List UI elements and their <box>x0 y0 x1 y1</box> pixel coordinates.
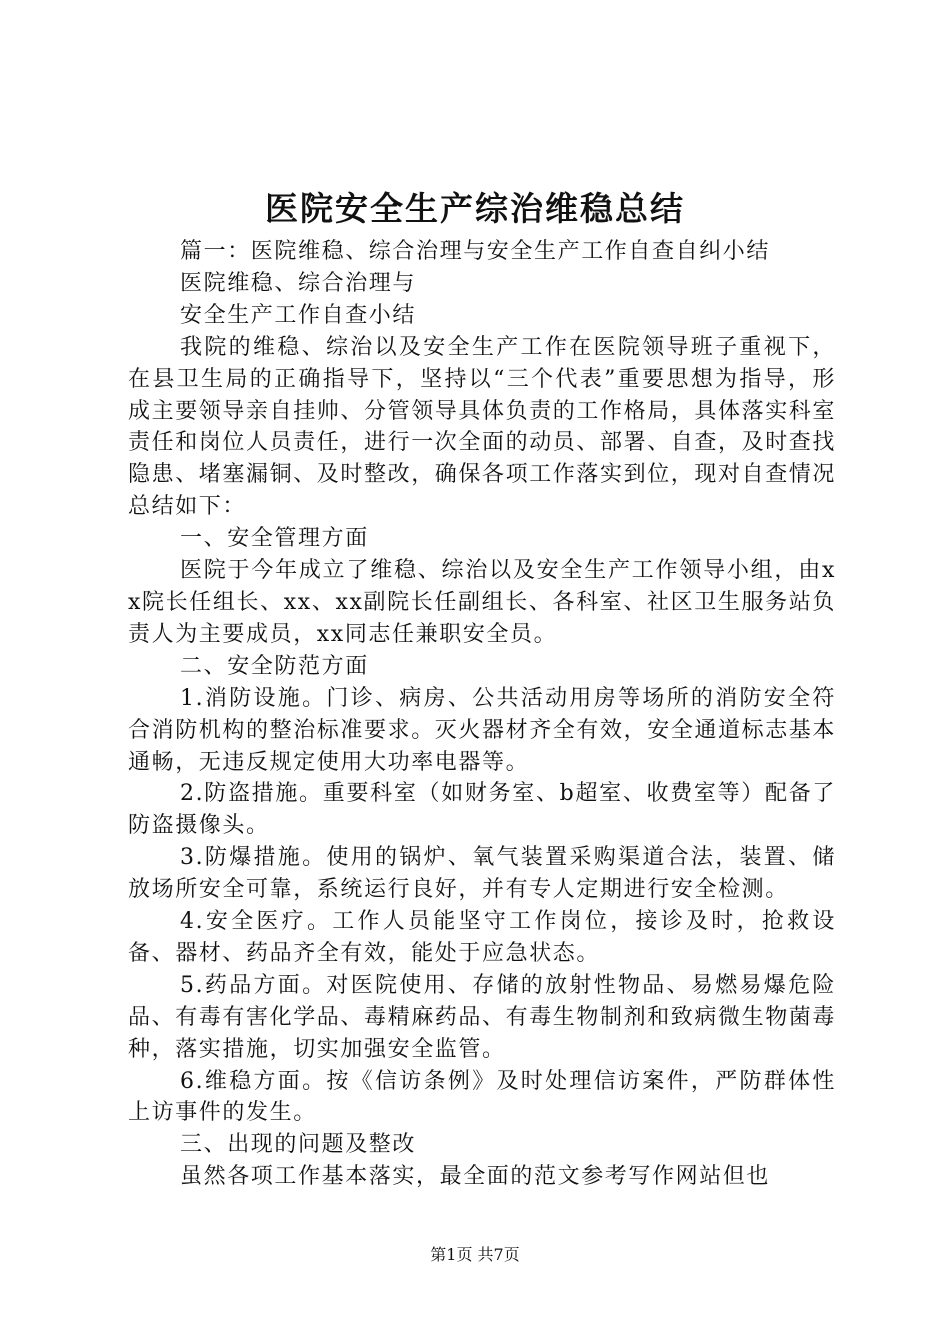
paragraph: 虽然各项工作基本落实，最全面的范文参考写作网站但也 <box>180 1164 771 1190</box>
paragraph: 医院维稳、综合治理与 <box>180 270 417 296</box>
paragraph: 安全生产工作自查小结 <box>180 302 417 328</box>
section-heading: 一、安全管理方面 <box>180 526 369 552</box>
paragraph: 医院于今年成立了维稳、综治以及安全生产工作领导小组，由xx院长任组长、xx、xx副院长任副组长、各科室、社区卫生服务站负责人为主要成员，xx同志任兼职安全员。 <box>128 558 836 647</box>
paragraph: 篇一：医院维稳、综合治理与安全生产工作自查自纠小结 <box>180 239 771 264</box>
document-title: 医院安全生产综治维稳总结 <box>265 189 685 228</box>
paragraph: 1.消防设施。门诊、病房、公共活动用房等场所的消防安全符合消防机构的整治标准要求。灭火器材齐全有效，安全通道标志基本通畅，无违反规定使用大功率电器等。 <box>128 685 837 775</box>
paragraph: 5.药品方面。对医院使用、存储的放射性物品、易燃易爆危险品、有毒有害化学品、毒精麻药品、有毒生物制剂和致病微生物菌毒种，落实措施，切实加强安全监管。 <box>128 972 837 1062</box>
section-heading: 三、出现的问题及整改 <box>180 1132 417 1158</box>
paragraph: 2.防盗措施。重要科室（如财务室、b超室、收费室等）配备了防盗摄像头。 <box>128 781 836 839</box>
paragraph: 6.维稳方面。按《信访条例》及时处理信访案件，严防群体性上访事件的发生。 <box>128 1068 836 1126</box>
page-number: 第1页 共7页 <box>430 1245 520 1264</box>
section-heading: 二、安全防范方面 <box>180 653 369 679</box>
paragraph: 4.安全医疗。工作人员能坚守工作岗位，接诊及时，抢救设备、器材、药品齐全有效，能处于应急状态。 <box>128 909 836 966</box>
paragraph: 3.防爆措施。使用的锅炉、氧气装置采购渠道合法，装置、储放场所安全可靠，系统运行良好，并有专人定期进行安全检测。 <box>128 845 836 903</box>
document-body <box>128 236 836 1193</box>
paragraph: 我院的维稳、综治以及安全生产工作在医院领导班子重视下，在县卫生局的正确指导下，坚持以“三个代表”重要思想为指导，形成主要领导亲自挂帅、分管领导具体负责的工作格局，具体落实科室责任和岗位人员责任，进行一次全面的动员、部署、自查，及时查找隐患、堵塞漏铜、及时整改，确保各项工作落实到位，现对自查情况总结如下： <box>128 334 837 520</box>
